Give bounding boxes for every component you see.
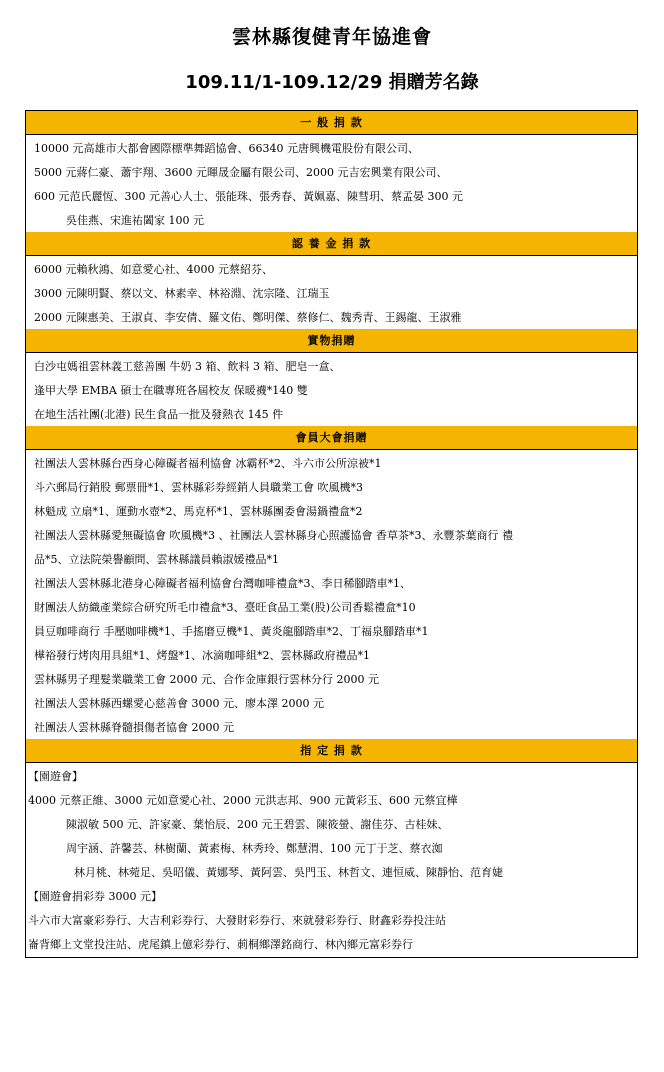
document-subtitle: 109.11/1-109.12/29 捐贈芳名錄 [185,72,479,93]
donor-line: 財團法人紡織產業綜合研究所毛巾禮盒*3、臺旺食品工業(股)公司香鬆禮盒*10 [34,601,416,614]
donor-line: 吳佳燕、宋進祐闔家 100 元 [66,214,204,227]
donor-line: 斗六郵局行銷股 郵票冊*1、雲林縣彩券經銷人員職業工會 吹風機*3 [34,481,363,494]
donor-line: 員豆咖啡商行 手壓咖啡機*1、手搖磨豆機*1、黃炎龍腳踏車*2、丁福泉腳踏車*1 [34,625,429,638]
donor-line: 3000 元陳明賢、蔡以文、林素幸、林裕淵、沈宗隆、江瑞玉 [34,287,330,300]
donor-line: 白沙屯媽祖雲林義工慈善團 牛奶 3 箱、飲料 3 箱、肥皂一盒、 [34,360,341,373]
donor-line: 社團法人雲林縣西螺愛心慈善會 3000 元、廖本澤 2000 元 [34,697,324,710]
donor-line: 社團法人雲林縣脊髓損傷者協會 2000 元 [34,721,234,734]
section-general-donations [26,111,637,232]
donor-line: 品*5、立法院榮譽顧問、雲林縣議員賴淑媛禮品*1 [34,553,279,566]
section-sponsorship-donations [26,232,637,329]
donor-line: 社團法人雲林縣北港身心障礙者福利協會台灣咖啡禮盒*3、李日稀腳踏車*1、 [34,577,411,590]
section-member-meeting-donations [26,426,637,739]
section-header: 一 般 捐 款 [26,111,637,135]
donor-line: 2000 元陳惠美、王淑貞、李安倩、羅文佑、鄭明傑、蔡修仁、魏秀青、王錫龍、王淑雅 [34,311,462,324]
section-header: 認 養 金 捐 款 [26,232,637,256]
section-header: 指 定 捐 款 [26,739,637,763]
section-header: 會員大會捐贈 [26,426,637,450]
section-body [26,353,637,426]
donor-table [25,110,638,958]
donor-line: 林魁成 立扇*1、運動水壺*2、馬克杯*1、雲林縣團委會湯鍋禮盒*2 [34,505,363,518]
donor-line: 在地生活社團(北港) 民生食品一批及發熱衣 145 件 [34,408,284,421]
subsection-label: 【園遊會捐彩券 3000 元】 [28,890,162,903]
document-title: 雲林縣復健青年協進會 [231,26,432,48]
donor-line: 4000 元蔡正維、3000 元如意愛心社、2000 元洪志邦、900 元黃彩玉、600 元蔡宜樺 [28,794,458,807]
donor-line: 斗六市大富豪彩券行、大吉利彩券行、大發財彩券行、來就發彩券行、財鑫彩券投注站 [28,914,446,927]
donor-line: 逢甲大學 EMBA 碩士在職專班各屆校友 保暖襪*140 雙 [34,384,308,397]
section-body [26,450,637,739]
donor-line: 林月桃、林菀足、吳昭儀、黃娜琴、黃阿雲、吳門玉、林哲文、連恒威、陳靜怡、范育婕 [74,866,503,879]
subsection-label: 【園遊會】 [28,770,83,783]
donor-line: 社團法人雲林縣愛無礙協會 吹風機*3 、社團法人雲林縣身心照護協會 香草茶*3、永豐茶葉商行 禮 [34,529,513,542]
donor-line: 雲林縣男子理髮業職業工會 2000 元、合作金庫銀行雲林分行 2000 元 [34,673,379,686]
donor-line: 崙背鄉上文堂投注站、虎尾鎮上億彩券行、莿桐鄉澤銘商行、林內鄉元富彩券行 [28,938,413,951]
donor-line: 600 元范氏麗恆、300 元善心人士、張能珠、張秀春、黃姵嘉、陳彗玥、蔡孟晏 300 元 [34,190,463,203]
section-in-kind-donations [26,329,637,426]
donor-line: 10000 元高雄市大都會國際標準舞蹈協會、66340 元唐興機電股份有限公司、 [34,142,419,155]
donor-line: 社團法人雲林縣台西身心障礙者福利協會 冰霸杯*2、斗六市公所涼被*1 [34,457,382,470]
section-designated-donations [26,739,637,957]
section-body [26,135,637,232]
section-header: 實物捐贈 [26,329,637,353]
section-body [26,256,637,329]
donor-line: 陳淑敏 500 元、許家豪、葉怡辰、200 元王碧雲、陳筱螢、謝佳芬、古桂妹、 [66,818,449,831]
donor-line: 周宇涵、許馨芸、林樹蘭、黃素梅、林秀玲、鄭慧渭、100 元丁于芝、蔡衣洳 [66,842,443,855]
donor-line: 6000 元賴秋鴻、如意愛心社、4000 元蔡紹芬、 [34,263,273,276]
section-body [26,763,637,957]
donor-line: 樺裕發行烤肉用具組*1、烤盤*1、冰滴咖啡組*2、雲林縣政府禮品*1 [34,649,370,662]
donor-line: 5000 元蔣仁豪、蕭宇翔、3600 元暉晟金屬有限公司、2000 元吉宏興業有限公司、 [34,166,448,179]
